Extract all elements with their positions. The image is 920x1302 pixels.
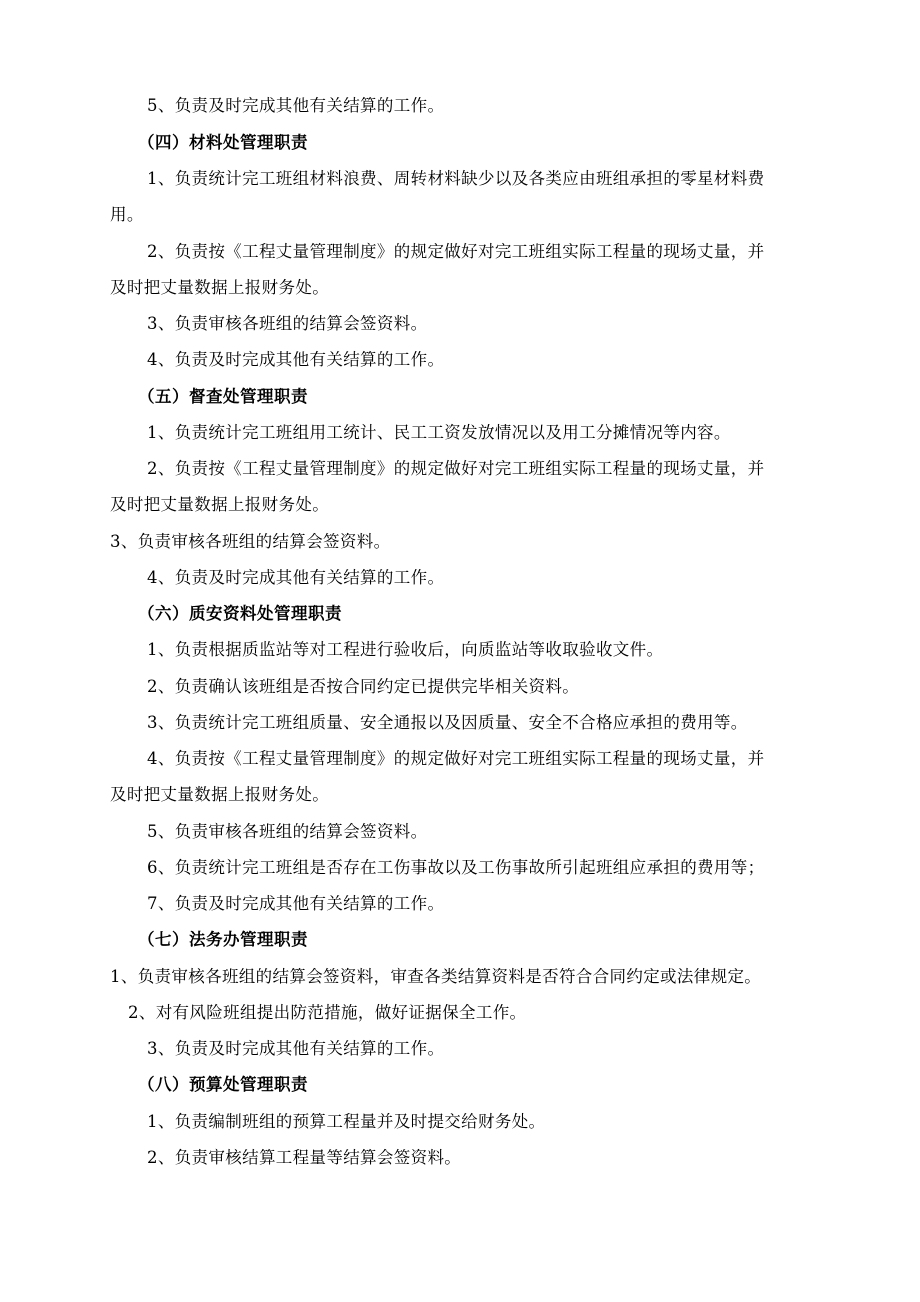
paragraph-line: 1、负责审核各班组的结算会签资料，审查各类结算资料是否符合合同约定或法律规定。 [110,967,762,986]
section-heading: （七）法务办管理职责 [138,930,308,949]
paragraph-line: 2、负责按《工程丈量管理制度》的规定做好对完工班组实际工程量的现场丈量，并 [147,242,765,261]
section-heading: （四）材料处管理职责 [138,133,308,152]
paragraph-line: 2、对有风险班组提出防范措施，做好证据保全工作。 [128,1003,527,1022]
paragraph-line: 1、负责统计完工班组用工统计、民工工资发放情况以及用工分摊情况等内容。 [147,423,731,442]
paragraph-line: 5、负责审核各班组的结算会签资料。 [147,822,428,841]
paragraph-line: 3、负责审核各班组的结算会签资料。 [110,532,391,551]
section-heading: （八）预算处管理职责 [138,1075,308,1094]
paragraph-line: 1、负责编制班组的预算工程量并及时提交给财务处。 [147,1112,546,1131]
paragraph-line: 及时把丈量数据上报财务处。 [110,495,330,514]
paragraph-line: 2、负责审核结算工程量等结算会签资料。 [147,1148,462,1167]
paragraph-line: 2、负责按《工程丈量管理制度》的规定做好对完工班组实际工程量的现场丈量，并 [147,459,765,478]
paragraph-line: 4、负责及时完成其他有关结算的工作。 [147,568,445,587]
paragraph-line: 6、负责统计完工班组是否存在工伤事故以及工伤事故所引起班组应承担的费用等； [147,858,765,877]
paragraph-line: 1、负责统计完工班组材料浪费、周转材料缺少以及各类应由班组承担的零星材料费 [147,169,765,188]
section-heading: （六）质安资料处管理职责 [138,604,342,623]
paragraph-line: 4、负责及时完成其他有关结算的工作。 [147,350,445,369]
paragraph-line: 用。 [110,205,144,224]
paragraph-line: 7、负责及时完成其他有关结算的工作。 [147,894,445,913]
paragraph-line: 2、负责确认该班组是否按合同约定已提供完毕相关资料。 [147,677,580,696]
section-heading: （五）督查处管理职责 [138,387,308,406]
paragraph-line: 及时把丈量数据上报财务处。 [110,278,330,297]
paragraph-line: 1、负责根据质监站等对工程进行验收后，向质监站等收取验收文件。 [147,640,664,659]
paragraph-line: 及时把丈量数据上报财务处。 [110,785,330,804]
paragraph-line: 5、负责及时完成其他有关结算的工作。 [147,96,445,115]
paragraph-line: 4、负责按《工程丈量管理制度》的规定做好对完工班组实际工程量的现场丈量，并 [147,749,765,768]
paragraph-line: 3、负责及时完成其他有关结算的工作。 [147,1039,445,1058]
paragraph-line: 3、负责审核各班组的结算会签资料。 [147,314,428,333]
paragraph-line: 3、负责统计完工班组质量、安全通报以及因质量、安全不合格应承担的费用等。 [147,713,748,732]
